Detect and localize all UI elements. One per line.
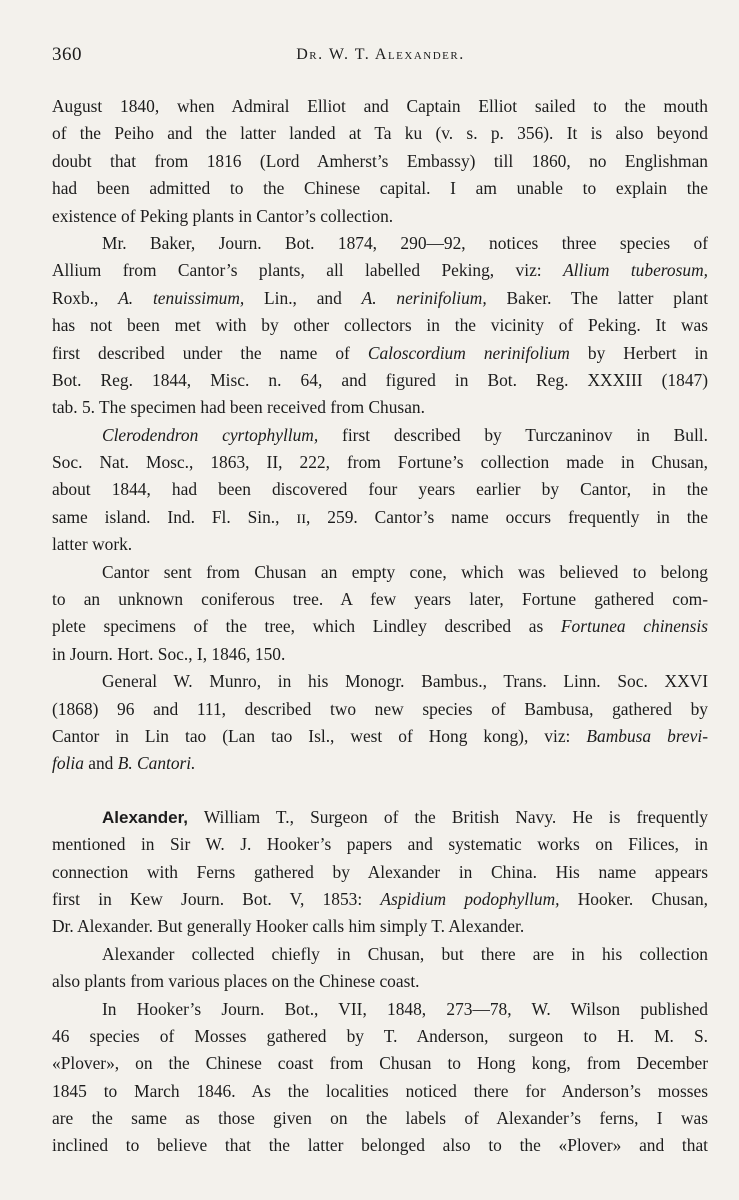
text-line (52, 203, 708, 230)
text-run: mentioned in Sir W. J. Hooker’s papers and systematic works on Filices, in (52, 834, 708, 855)
text-run: of the Peiho and the latter landed at Ta ku (v. s. p. 356). It is also beyond (52, 123, 708, 144)
text-run: inclined to believe that the latter belonged also to the «Plover» and that (52, 1135, 708, 1156)
running-head: Dr. W. T. Alexander. (296, 46, 465, 63)
text-run: tab. 5. The specimen had been received from Chusan. (52, 397, 425, 418)
text-line (52, 367, 708, 394)
text-line (52, 750, 708, 777)
page-header (52, 44, 709, 74)
italic-run: Caloscordium nerinifolium (367, 342, 570, 363)
text-run: Lin., and (244, 287, 362, 308)
text-line (52, 586, 708, 613)
text-line (52, 613, 708, 640)
text-run: Cantor in Lin tao (Lan tao Isl., west of Hong kong), viz: (52, 725, 587, 746)
italic-run: Clerodendron cyrtophyllum, (102, 424, 319, 445)
text-run: Allium from Cantor’s plants, all labelled Peking, viz: (52, 260, 564, 281)
paragraph-p1 (52, 93, 708, 230)
paragraph-p8 (52, 996, 708, 1160)
text-run: also plants from various places on the Chinese coast. (52, 971, 420, 992)
text-line (52, 230, 708, 257)
text-line (52, 120, 708, 147)
text-run: existence of Peking plants in Cantor’s collection. (52, 205, 394, 226)
text-line (52, 996, 708, 1023)
text-line (52, 340, 708, 367)
text-line (52, 93, 708, 120)
text-run: Alexander collected chiefly in Chusan, but there are in his collection (102, 943, 708, 964)
italic-run: A. nerinifolium, (361, 287, 487, 308)
text-run: has not been met with by other collectors in the vicinity of Peking. It was (52, 315, 708, 336)
italic-run: B. Cantori. (117, 753, 196, 774)
text-run: Dr. Alexander. But generally Hooker calls him simply T. Alexander. (52, 916, 525, 937)
text-run: (1868) 96 and 111, described two new species of Bambusa, gathered by (52, 698, 708, 719)
text-run: connection with Ferns gathered by Alexander in China. His name appears (52, 861, 708, 882)
text-run: Cantor sent from Chusan an empty cone, which was believed to belong (102, 561, 708, 582)
italic-run: Fortunea chinensis (560, 616, 708, 637)
text-line (52, 504, 708, 531)
text-line (52, 449, 708, 476)
text-run: In Hooker’s Journ. Bot., VII, 1848, 273—78, W. Wilson published (102, 998, 708, 1019)
text-line (52, 476, 708, 503)
text-run: William T., Surgeon of the British Navy. He is frequently (188, 806, 708, 827)
text-run: first described by Turczaninov in Bull. (318, 424, 708, 445)
text-run: Bot. Reg. 1844, Misc. n. 64, and figured in Bot. Reg. XXXIII (1847) (52, 369, 708, 390)
text-line (52, 1105, 708, 1132)
text-run: Hooker. Chusan, (559, 888, 708, 909)
text-run: about 1844, had been discovered four years earlier by Cantor, in the (52, 479, 708, 500)
text-run: 46 species of Mosses gathered by T. Anderson, surgeon to H. M. S. (52, 1025, 708, 1046)
body-text (52, 93, 708, 1160)
text-line (52, 968, 708, 995)
text-line (52, 312, 708, 339)
text-line (52, 1078, 708, 1105)
text-run: 1845 to March 1846. As the localities noticed there for Anderson’s mosses (52, 1080, 708, 1101)
text-line (52, 257, 708, 284)
text-run: General W. Munro, in his Monogr. Bambus., Trans. Linn. Soc. XXVI (102, 671, 708, 692)
text-line (52, 641, 708, 668)
text-run: by Herbert in (569, 342, 708, 363)
text-line (52, 831, 708, 858)
text-run: to an unknown coniferous tree. A few years later, Fortune gathered com- (52, 589, 708, 610)
paragraph-gap (52, 778, 708, 804)
italic-run: A. tenuissimum, (118, 287, 245, 308)
text-run: Roxb., (52, 287, 119, 308)
text-run: latter work. (52, 534, 133, 555)
text-run: first described under the name of (52, 342, 368, 363)
text-run: same island. Ind. Fl. Sin., ɪɪ, 259. Cantor’s name occurs frequently in the (52, 506, 708, 527)
text-line (52, 394, 708, 421)
text-line (52, 804, 708, 831)
paragraph-p4 (52, 559, 708, 669)
paragraph-p6 (52, 804, 708, 941)
text-line (52, 148, 708, 175)
text-line (52, 1050, 708, 1077)
text-run: first in Kew Journ. Bot. V, 1853: (52, 888, 381, 909)
text-run: «Plover», on the Chinese coast from Chusan to Hong kong, from December (52, 1053, 708, 1074)
text-line (52, 1023, 708, 1050)
paragraph-p7 (52, 941, 708, 996)
text-run: had been admitted to the Chinese capital. I am unable to explain the (52, 178, 708, 199)
text-run: plete specimens of the tree, which Lindley described as (52, 616, 561, 637)
text-line (52, 941, 708, 968)
text-line (52, 723, 708, 750)
paragraph-p3 (52, 422, 708, 559)
text-line (52, 886, 708, 913)
italic-run: Allium tuberosum, (563, 260, 708, 281)
paragraph-p2 (52, 230, 708, 422)
text-line (52, 559, 708, 586)
text-run: August 1840, when Admiral Elliot and Captain Elliot sailed to the mouth (52, 96, 708, 116)
text-run: in Journ. Hort. Soc., I, 1846, 150. (52, 643, 286, 664)
page-number: 360 (52, 44, 82, 65)
entry-name: Alexander, (102, 807, 188, 827)
text-run: Baker. The latter plant (486, 287, 708, 308)
text-run: are the same as those given on the labels of Alexander’s ferns, I was (52, 1108, 708, 1129)
text-line (52, 696, 708, 723)
text-line (52, 175, 708, 202)
text-line (52, 913, 708, 940)
text-run: and (83, 753, 118, 774)
italic-run: Aspidium podophyllum, (380, 888, 560, 909)
text-line (52, 1132, 708, 1159)
text-line (52, 422, 708, 449)
paragraph-p5 (52, 668, 708, 778)
text-run: doubt that from 1816 (Lord Amherst’s Embassy) till 1860, no Englishman (52, 150, 708, 171)
italic-run: folia (52, 753, 84, 774)
text-line (52, 531, 708, 558)
text-run: Mr. Baker, Journ. Bot. 1874, 290—92, notices three species of (102, 232, 708, 253)
text-line (52, 285, 708, 312)
italic-run: Bambusa brevi- (586, 725, 708, 746)
text-line (52, 668, 708, 695)
text-line (52, 859, 708, 886)
text-run: Soc. Nat. Mosc., 1863, II, 222, from Fortune’s collection made in Chusan, (52, 452, 708, 473)
